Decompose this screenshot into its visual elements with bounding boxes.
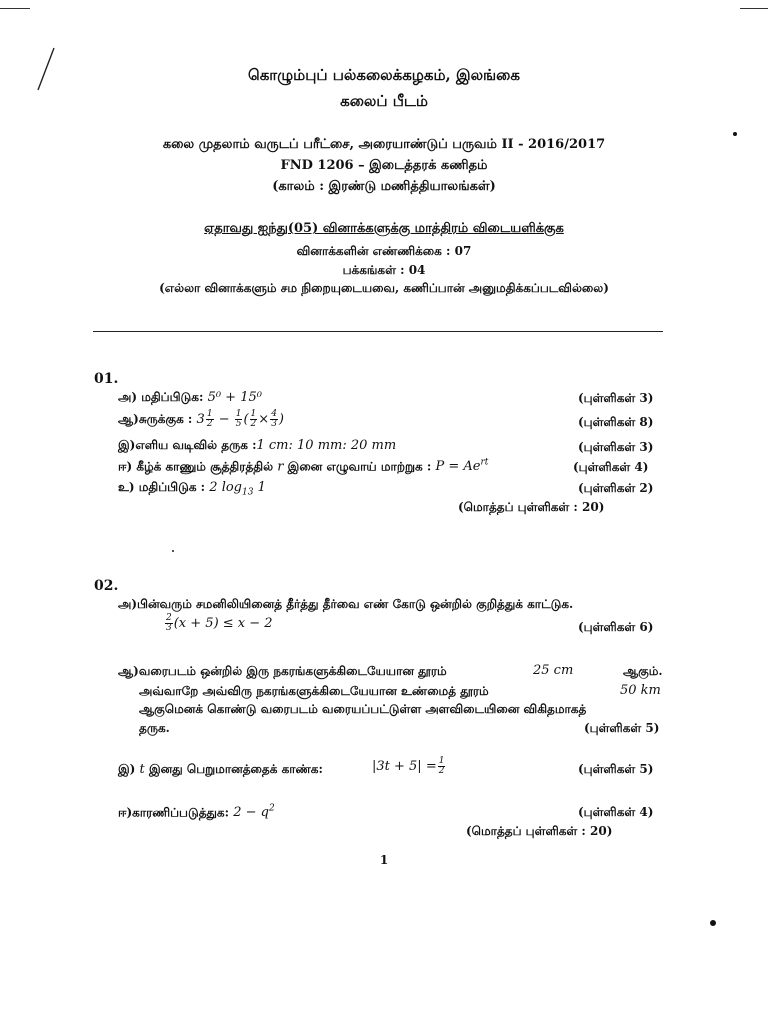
exam-duration: (காலம் : இரண்டு மணித்தியாலங்கள்) — [272, 179, 496, 194]
page-number: 1 — [379, 853, 389, 867]
scan-dot — [710, 920, 716, 926]
q2b-line2 — [139, 684, 489, 700]
q2c-marks: (புள்ளிகள் 5) — [578, 762, 654, 776]
q2-part-c — [118, 762, 323, 778]
q2a-text: அ)பின்வரும் சமனிலியினைத் தீர்த்து தீர்வை எண் கோடு ஒன்றில் குறித்துக் காட்டுக. — [118, 597, 574, 611]
q1d-formula: P = Ae — [435, 459, 481, 475]
q2b-line2-text: அவ்வாறே அவ்விரு நகரங்களுக்கிடையேயான உண்மைத் தூரம் — [139, 684, 489, 698]
instruction-note: (எல்லா வினாக்களும் சம நிறையுடையவை, கணிப்பான் அனுமதிக்கப்படவில்லை) — [159, 281, 609, 295]
q1c-math: 1 cm: 10 mm: 20 mm — [256, 438, 397, 453]
q2d-exponent: 2 — [268, 804, 275, 814]
question-number: 02. — [94, 578, 119, 594]
q1e-log: 2 log — [209, 480, 243, 495]
q2-total-marks: (மொத்தப் புள்ளிகள் : 20) — [466, 824, 613, 838]
q1-part-a — [118, 390, 262, 406]
q1-part-e — [118, 480, 266, 498]
q2b-line1-text: ஆ)வரைபடம் ஒன்றில் இரு நகரங்களுக்கிடையேயான தூரம் — [118, 664, 447, 678]
q2b-line2-value — [620, 683, 661, 698]
q2d-expression: 2 − q — [233, 805, 269, 821]
q1d-math — [436, 459, 489, 474]
page-count: பக்கங்கள் : 04 — [342, 263, 426, 277]
q1d-label: ஈ) கீழ்க் காணும் சூத்திரத்தில் — [118, 459, 274, 474]
corner-line — [0, 8, 30, 9]
q1a-math: 5⁰ + 15⁰ — [207, 390, 262, 405]
q2-part-a-math — [164, 614, 273, 633]
q2b-line1-value — [533, 663, 573, 678]
q2c-var: t — [139, 762, 145, 777]
question-number: 01. — [94, 371, 119, 387]
q2b-line1-end: ஆகும். — [623, 664, 663, 678]
q1d-var: r — [277, 459, 284, 475]
q1d-marks: (புள்ளிகள் 4) — [573, 460, 649, 474]
q1d-label2: இனை எழுவாய் மாற்றுக : — [287, 459, 432, 474]
q2c-label2: இனது பெறுமானத்தைக் காண்க: — [148, 762, 323, 776]
q2b-marks: (புள்ளிகள் 5) — [584, 721, 660, 735]
q1e-math — [209, 480, 266, 498]
course-title: FND 1206 – இடைத்தரக் கணிதம் — [280, 158, 488, 173]
question-count: வினாக்களின் எண்ணிக்கை : 07 — [296, 244, 472, 258]
q2c-abs: |3t + 5| = — [372, 759, 437, 774]
q1a-label: அ) மதிப்பிடுக: — [118, 390, 204, 404]
q1b-marks: (புள்ளிகள் 8) — [578, 415, 654, 429]
q1e-label: உ) மதிப்பிடுக : — [118, 480, 206, 494]
q2a-math: $\frac{2}{3}$ (x + 5) ≤ x − 2 — [166, 613, 273, 633]
q1e-arg: 1 — [253, 480, 266, 495]
q1-part-b — [118, 410, 284, 429]
scan-dot — [172, 550, 174, 552]
q1a-marks: (புள்ளிகள் 3) — [578, 391, 654, 405]
q2a-inequality: (x + 5) ≤ x − 2 — [173, 616, 273, 631]
q1-part-d — [118, 458, 488, 475]
q2d-marks: (புள்ளிகள் 4) — [578, 805, 654, 819]
q2b-line3: ஆகுமெனக் கொண்டு வரைபடம் வரையப்பட்டுள்ள அளவிடையினை விகிதமாகத் — [139, 702, 587, 716]
q2b-line1 — [118, 664, 447, 680]
scan-dot — [733, 132, 737, 136]
university-title: கொழும்புப் பல்கலைக்கழகம், இலங்கை — [248, 66, 520, 84]
q1e-base: 13 — [242, 487, 254, 498]
divider — [93, 331, 663, 332]
q2a-marks: (புள்ளிகள் 6) — [578, 620, 654, 634]
corner-line — [740, 8, 768, 9]
q2b-line4: தருக. — [139, 721, 170, 735]
q2c-equation — [372, 757, 446, 776]
q2b-distance-real: 50 km — [620, 683, 661, 698]
exam-title: கலை முதலாம் வருடப் பரீட்சை, அரையாண்டுப் பருவம் II - 2016/2017 — [162, 137, 606, 152]
q1c-marks: (புள்ளிகள் 3) — [578, 440, 654, 454]
q1-total-marks: (மொத்தப் புள்ளிகள் : 20) — [458, 500, 605, 514]
q1d-exponent: rt — [480, 458, 489, 468]
q1b-math: 3 $\frac{1}{2}$ − $\frac{1}{5}$ ( $\frac{1}{2}$ × $\frac{4}{3}$ ) — [196, 409, 284, 429]
q2c-label: இ) — [118, 762, 136, 776]
q2c-math: |3t + 5| = $\frac{1}{2}$ — [372, 756, 445, 776]
q1b-label: ஆ)சுருக்குக : — [118, 412, 193, 426]
answer-instruction: ஏதாவது ஐந்து(05) வினாக்களுக்கு மாத்திரம் விடையளிக்குக — [204, 221, 564, 236]
q2d-label: ஈ)காரணிப்படுத்துக: — [118, 805, 230, 820]
q1-part-c — [118, 438, 396, 454]
q2d-math — [233, 805, 274, 820]
q1e-marks: (புள்ளிகள் 2) — [578, 481, 654, 495]
q2-part-d — [118, 804, 275, 821]
faculty-title: கலைப் பீடம் — [340, 92, 428, 110]
q2b-distance-map: 25 cm — [533, 663, 574, 678]
q1c-label: இ)எளிய வடிவில் தருக : — [118, 438, 257, 452]
